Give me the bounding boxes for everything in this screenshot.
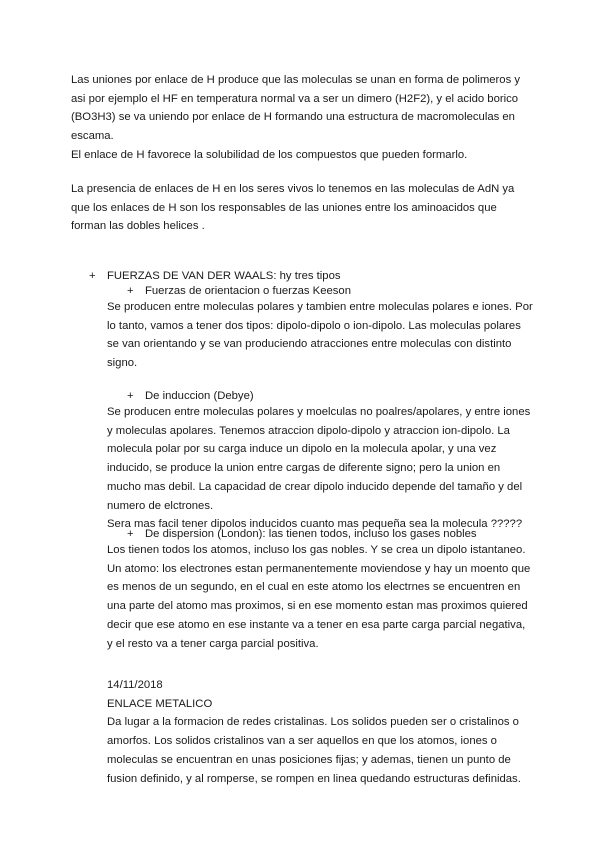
- text-line: amorfos. Los solidos cristalinos van a ser aquellos en que los atomos, iones o: [107, 735, 497, 748]
- text-line: molecula polar por su carga induce un dipolo en la molecula apolar, y una vez: [107, 443, 497, 456]
- text-line: mucho mas debil. La capacidad de crear dipolo inducido depende del tamaño y del: [107, 480, 523, 493]
- text-line: una parte del atomo mas proximos, si en ese momento estan mas proximos quiered: [107, 600, 528, 613]
- dispersion-body: [107, 541, 530, 653]
- text-line: Da lugar a la formacion de redes cristalinas. Los solidos pueden ser o cristalinos o: [107, 716, 519, 729]
- orientacion-body: [107, 298, 533, 373]
- text-line: Las uniones por enlace de H produce que las moleculas se unan en forma de polimeros y: [71, 74, 521, 86]
- text-line: es menos de un segundo, en el cual en este atomo los electrnes se encuentren en: [107, 581, 521, 594]
- text-line: Un atomo: los electrones estan permanentemente moviendose y hay un moento que: [107, 562, 531, 575]
- text-line: que los enlaces de H son los responsables de las uniones entre los aminoacidos que: [71, 201, 497, 214]
- induccion-body: [107, 403, 530, 534]
- bullet-plus: +: [127, 528, 134, 540]
- text-line: La presencia de enlaces de H en los seres vivos lo tenemos en las moleculas de AdN ya: [71, 183, 515, 195]
- text-line: inducido, se produce la union entre cargas de diferente signo; pero la union en: [107, 462, 501, 475]
- text-line: El enlace de H favorece la solubilidad de los compuestos que pueden formarlo.: [71, 149, 468, 161]
- text-line: Se producen entre moleculas polares y tambien entre moleculas polares e iones. Por: [107, 301, 533, 313]
- text-line: fusion definido, y al romperse, se rompen en linea quedando estructuras definidas.: [107, 772, 521, 785]
- section-heading: ENLACE METALICO: [107, 697, 213, 710]
- text-line: lo tanto, vamos a tener dos tipos: dipolo-dipolo o ion-dipolo. Las moleculas polares: [107, 319, 521, 332]
- text-line: Los tienen todos los atomos, incluso los gas nobles. Y se crea un dipolo istantaneo.: [107, 544, 526, 556]
- text-line: signo.: [107, 357, 138, 370]
- paragraph-adn: [71, 180, 514, 236]
- bullet-plus: +: [127, 390, 134, 402]
- text-line: asi por ejemplo el HF en temperatura normal va a ser un dimero (H2F2), y el acido borico: [71, 92, 519, 105]
- text-line: decir que ese atomo en ese instante va a tener en esa parte carga parcial negativa,: [107, 618, 526, 631]
- bullet-plus: +: [127, 285, 134, 297]
- entry-date: 14/11/2018: [107, 679, 163, 691]
- text-line: se van orientando y se van produciendo atracciones entre moleculas con distinto: [107, 338, 512, 351]
- text-line: escama.: [71, 130, 114, 143]
- subsection-title: De induccion (Debye): [145, 390, 254, 402]
- text-line: y el resto va a tener carga parcial positiva.: [107, 637, 319, 650]
- paragraph-solubilidad: [71, 146, 467, 165]
- section-heading: FUERZAS DE VAN DER WAALS: hy tres tipos: [107, 270, 341, 282]
- bullet-plus: +: [89, 270, 96, 282]
- metalico-section: [107, 676, 521, 788]
- subsection-title: Fuerzas de orientacion o fuerzas Keeson: [145, 285, 351, 297]
- text-line: moleculas se encuentran en unas posiciones fijas; y ademas, tienen un punto de: [107, 753, 511, 766]
- text-line: Sera mas facil tener dipolos inducidos cuanto mas pequeña sea la molecula ?????: [107, 518, 523, 531]
- subsection-title: De dispersion (London): las tienen todos, incluso los gases nobles: [145, 528, 477, 540]
- text-line: forman las dobles helices .: [71, 220, 205, 233]
- text-line: Se producen entre moleculas polares y moelculas no poalres/apolares, y entre iones: [107, 406, 531, 418]
- text-line: (BO3H3) se va uniendo por enlace de H formando una estructura de macromoleculas en: [71, 111, 515, 124]
- text-line: y moleculas apolares. Tenemos atraccion dipolo-dipolo y atraccion ion-dipolo. La: [107, 424, 510, 437]
- text-line: numero de elctrones.: [107, 499, 214, 512]
- paragraph-hf-polimeros: [71, 71, 520, 146]
